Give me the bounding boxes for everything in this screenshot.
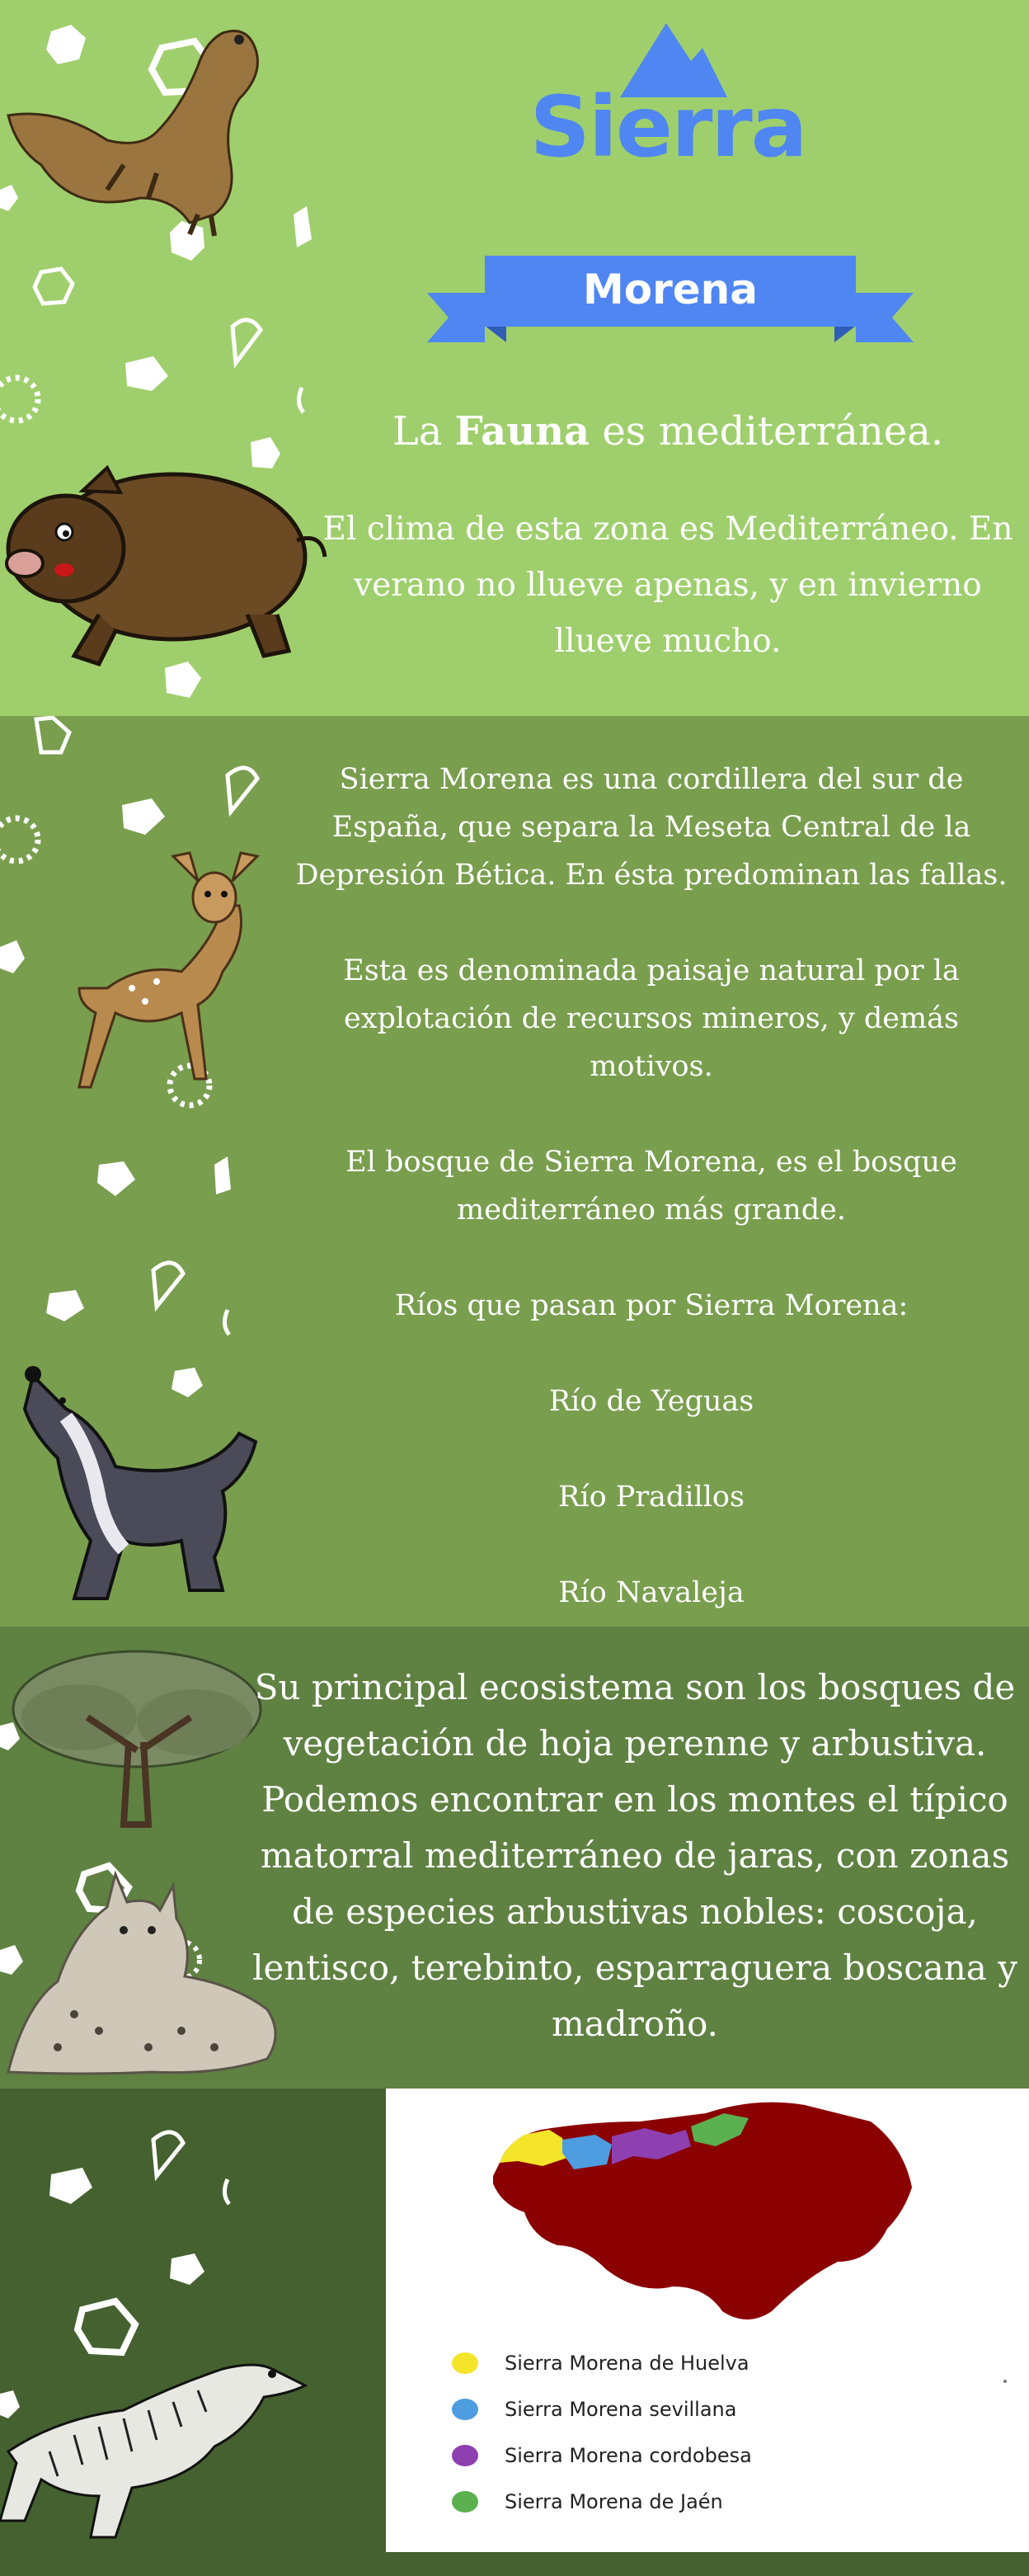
map-card xyxy=(386,2089,1029,2552)
legend-dot-blue xyxy=(452,2399,478,2420)
legend-label: Sierra Morena de Huelva xyxy=(505,2352,749,2375)
title-sierra: Sierra xyxy=(529,78,806,177)
mongoose-illustration xyxy=(0,2336,330,2550)
legend-dot-yellow xyxy=(452,2352,478,2374)
fauna-heading-bold: Fauna xyxy=(454,408,590,454)
lynx-illustration xyxy=(0,1866,280,2080)
wolf-illustration xyxy=(8,1359,272,1623)
tree-illustration xyxy=(5,1643,269,1833)
fawn-illustration xyxy=(16,840,264,1120)
otter-illustration xyxy=(0,8,313,247)
legend-dot-purple xyxy=(452,2445,478,2466)
intro-section xyxy=(0,0,1029,716)
legend-dot-green xyxy=(452,2491,478,2512)
info-section xyxy=(0,716,1029,1627)
title-morena: Morena xyxy=(582,266,758,313)
river-item: Río Pradillos xyxy=(558,1481,745,1514)
info-paragraph-bosque: El bosque de Sierra Morena, es el bosque mediterráneo más grande. xyxy=(345,1146,957,1227)
map-region-huelva xyxy=(500,2130,567,2166)
info-text xyxy=(280,756,1022,1617)
info-paragraph-cordillera: Sierra Morena es una cordillera del sur de España, que separa la Meseta Central de la Depresión Bética. En ésta predominan las fallas. xyxy=(295,763,1008,892)
river-item: Río Navaleja xyxy=(558,1576,745,1609)
river-item: Río de Yeguas xyxy=(548,1385,754,1418)
legend-label: Sierra Morena sevillana xyxy=(505,2398,737,2421)
legend-label: Sierra Morena de Jaén xyxy=(505,2490,723,2513)
climate-text: El clima de esta zona es Mediterráneo. En verano no llueve apenas, y en invierno llueve mucho. xyxy=(322,511,1013,660)
fauna-heading-pre: La xyxy=(392,408,443,454)
info-paragraph-rios: Ríos que pasan por Sierra Morena: xyxy=(394,1289,909,1322)
fauna-heading-post: es mediterránea. xyxy=(602,408,944,454)
info-paragraph-paisaje: Esta es denominada paisaje natural por la explotación de recursos mineros, y demás motivos. xyxy=(343,954,960,1083)
ecosystem-section xyxy=(0,1627,1029,2089)
legend-label: Sierra Morena cordobesa xyxy=(505,2444,752,2467)
andalusia-map xyxy=(493,2089,922,2328)
boar-illustration xyxy=(0,425,330,689)
map-marker xyxy=(1003,2380,1007,2383)
fauna-heading xyxy=(313,406,1022,457)
ecosystem-text: Su principal ecosistema son los bosques de vegetación de hoja perenne y arbustiva. Podemos encontrar en los montes el típico matorral mediterráneo de jaras, con zonas de especies arbustivas nobles: coscoja, lentisco, terebinto, esparraguera boscana y madroño. xyxy=(252,1667,1017,2044)
